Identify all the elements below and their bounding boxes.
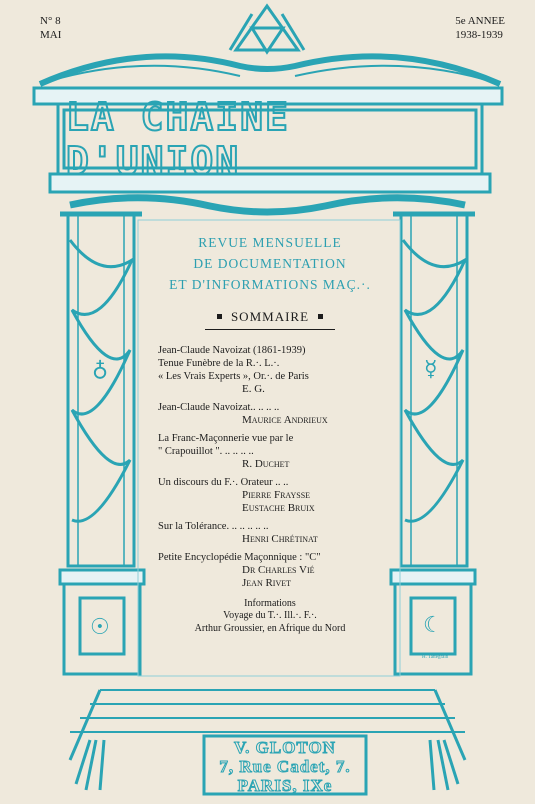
masthead	[66, 95, 474, 183]
moon-symbol-icon: ☾	[423, 612, 443, 637]
publisher-name: V. GLOTON	[234, 738, 336, 757]
informations-line: Voyage du T.·. Ill.·. F.·.	[223, 610, 317, 621]
earth-symbol-icon: ♁	[92, 356, 109, 381]
list-item	[158, 432, 400, 471]
contents-panel	[140, 222, 400, 674]
entry-author: E. G.	[242, 383, 265, 395]
entry-title: Jean-Claude Navoizat (1861-1939)	[158, 345, 306, 356]
list-item	[158, 401, 400, 427]
entry-title: Un discours du F.·. Orateur .. ..	[158, 477, 289, 488]
subtitle-line: ET D'INFORMATIONS MAÇ.·.	[169, 277, 371, 292]
issue-info	[40, 14, 61, 42]
mercury-symbol-icon: ☿	[424, 356, 438, 381]
publisher-city: PARIS, IXe	[237, 776, 333, 795]
sun-symbol-icon: ☉	[90, 614, 110, 639]
entry-author: R. Duchet	[242, 458, 290, 470]
publisher-street: 7, Rue Cadet, 7.	[219, 757, 351, 776]
year-label: 5e ANNEE	[455, 15, 505, 27]
entry-author: Jean Rivet	[242, 577, 292, 589]
artist-signature: H. Tattegrain	[422, 655, 449, 660]
informations-heading: Informations	[244, 598, 296, 609]
entry-author: Pierre Fraysse	[242, 489, 311, 501]
contents-list	[140, 344, 400, 590]
subtitle-line: REVUE MENSUELLE	[198, 235, 342, 250]
year-range: 1938-1939	[455, 29, 503, 41]
sommaire-heading: SOMMAIRE	[217, 309, 323, 325]
divider	[205, 329, 335, 330]
subtitle	[140, 232, 400, 295]
entry-title: La Franc-Maçonnerie vue par le	[158, 433, 294, 444]
entry-author: Maurice Andrieux	[242, 414, 328, 426]
subtitle-line: DE DOCUMENTATION	[193, 256, 347, 271]
publisher-block	[210, 738, 360, 795]
entry-author: Eustache Bruix	[242, 502, 315, 514]
entry-title: " Crapouillot ". .. .. .. ..	[158, 446, 254, 457]
issue-number: N° 8	[40, 15, 61, 27]
entry-title: Tenue Funèbre de la R.·. L.·.	[158, 358, 280, 369]
entry-author: Dr Charles Vié	[242, 564, 315, 576]
entry-title: Jean-Claude Navoizat.. .. .. ..	[158, 402, 280, 413]
list-item	[158, 551, 400, 590]
entry-author: Henri Chrétinat	[242, 533, 318, 545]
list-item	[158, 344, 400, 396]
entry-title: Petite Encyclopédie Maçonnique : "C"	[158, 552, 321, 563]
informations-line: Arthur Groussier, en Afrique du Nord	[194, 623, 346, 634]
list-item	[158, 520, 400, 546]
year-info	[455, 14, 505, 42]
list-item	[158, 476, 400, 515]
entry-title: Sur la Tolérance. .. .. .. .. ..	[158, 521, 269, 532]
issue-month: MAI	[40, 29, 62, 41]
magazine-title: LA CHAINE D'UNION	[66, 95, 290, 183]
entry-title: « Les Vrais Experts », Or.·. de Paris	[158, 371, 309, 382]
